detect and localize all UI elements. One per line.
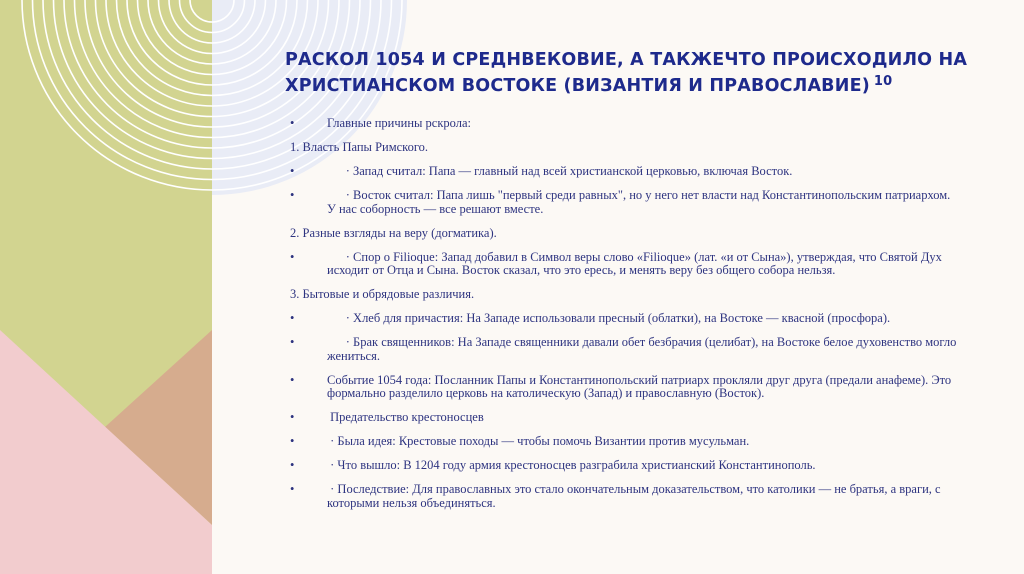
list-item [290,165,960,179]
list-item [290,227,960,241]
bullet-icon: • [290,188,295,202]
list-item [290,288,960,302]
list-item [290,141,960,155]
slide-title [285,50,985,97]
list-item [290,374,960,401]
list-item-text: Главные причины рскрола: [327,116,472,130]
list-item [290,117,960,131]
list-item [290,251,960,278]
list-item-text: 3. Бытовые и обрядовые различия. [290,287,475,301]
list-item-text: · Брак священников: На Западе священники давали обет безбрачия (целибат), на Востоке белое духовенство могло жениться. [327,335,960,363]
slide-number: 10 [873,74,893,89]
list-item [290,189,960,216]
slide-title-text: РАСКОЛ 1054 И СРЕДНВЕКОВИЕ, А ТАКЖЕЧТО ПРОИСХОДИЛО НА ХРИСТИАНСКОМ ВОСТОКЕ (ВИЗАНТИЯ И ПРАВОСЛАВИЕ) [285,50,968,96]
bullet-icon: • [290,372,295,387]
bullet-icon: • [290,164,295,178]
bullet-icon: • [290,116,295,130]
list-item-text: · Запад считал: Папа — главный над всей христианской церковью, включая Восток. [327,164,793,178]
list-item [290,483,960,510]
list-item-text: · Что вышло: В 1204 году армия крестоносцев разграбила христианский Константинополь. [327,458,816,472]
list-item-text: 1. Власть Папы Римского. [290,140,429,154]
list-item-text: · Восток считал: Папа лишь "первый среди равных", но у него нет власти над Константинопольским патриархом. У нас соборность — все решают вместе. [327,188,954,216]
bullet-icon: • [290,458,295,472]
list-item [290,336,960,363]
list-item-text: Событие 1054 года: Посланник Папы и Константинопольский патриарх прокляли друг друга (предали анафеме). Это формально разделило церковь на католическую (Запад) и православную (Восток). [327,372,955,400]
list-item-text: · Была идея: Крестовые походы — чтобы помочь Византии против мусульман. [327,434,750,448]
slide-body [290,117,960,521]
list-item-text: · Спор о Filioque: Запад добавил в Символ веры слово «Filioque» (лат. «и от Сына»), утверждая, что Святой Дух исходит от Отца и Сына. Восток сказал, что это ересь, и менять веру без общего собора нельзя. [327,249,946,277]
list-item-text: · Хлеб для причастия: На Западе использовали пресный (облатки), на Востоке — квасной (просфора). [327,311,891,325]
bullet-icon: • [290,249,295,264]
list-item [290,459,960,473]
list-item-text: 2. Разные взгляды на веру (догматика). [290,225,497,240]
bullet-icon: • [290,434,295,448]
bullet-icon: • [290,335,295,349]
list-item [290,435,960,449]
list-item [290,411,960,425]
bullet-icon: • [290,410,295,424]
list-item-text: Предательство крестоносцев [327,410,484,424]
bullet-icon: • [290,311,295,325]
list-item-text: · Последствие: Для православных это стало окончательным доказательством, что католики — не братья, а враги, с которыми нельзя объединяться. [327,482,944,510]
bullet-icon: • [290,482,295,496]
list-item [290,312,960,326]
